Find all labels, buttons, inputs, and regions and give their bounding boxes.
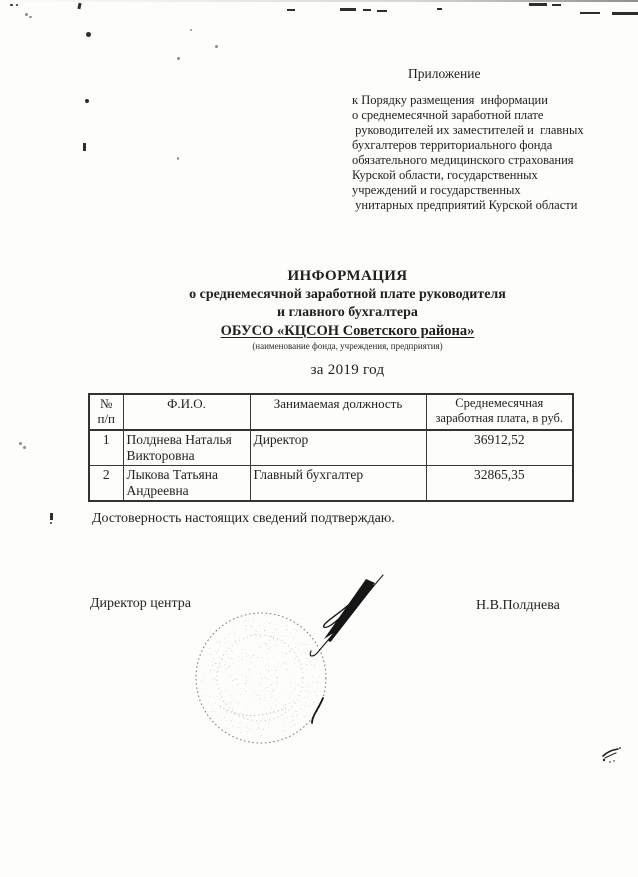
scan-artifact xyxy=(85,99,89,103)
scan-artifact xyxy=(363,9,371,11)
header-text: п/п xyxy=(97,411,116,426)
table-row xyxy=(89,466,573,502)
appendix-line: бухгалтеров территориального фонда xyxy=(352,138,553,152)
scan-artifact xyxy=(77,3,81,9)
scan-artifact xyxy=(19,442,22,445)
appendix-line: унитарных предприятий Курской области xyxy=(352,198,578,212)
appendix-line: учреждений и государственных xyxy=(352,183,521,197)
confirmation-text: Достоверность настоящих сведений подтверждаю. xyxy=(92,511,395,526)
header-text: № xyxy=(100,396,113,411)
cell-name: Полднева Наталья Викторовна xyxy=(123,430,250,466)
document-subtitle: и главного бухгалтера xyxy=(277,305,418,320)
cell-num: 1 xyxy=(89,430,123,466)
document-subtitle: о среднемесячной заработной плате руководителя xyxy=(189,287,506,302)
org-name-text: ОБУСО «КЦСОН Советского района» xyxy=(220,323,475,339)
appendix-line: обязательного медицинского страхования xyxy=(352,153,574,167)
ink-blot xyxy=(598,744,626,770)
scan-artifact xyxy=(287,9,295,11)
scan-artifact xyxy=(29,16,32,18)
scan-artifact xyxy=(23,446,26,449)
document-title-block xyxy=(95,268,600,379)
cell-salary: 32865,35 xyxy=(426,466,573,502)
cell-num: 2 xyxy=(89,466,123,502)
appendix-label: Приложение xyxy=(408,66,481,81)
cell-name: Лыкова Татьяна Андреевна xyxy=(123,466,250,502)
column-header-salary xyxy=(426,394,573,430)
salary-table xyxy=(88,393,574,502)
scan-artifact xyxy=(437,8,442,10)
table-header-row xyxy=(89,394,573,430)
org-caption: (наименование фонда, учреждения, предприятия) xyxy=(252,341,443,351)
scan-artifact xyxy=(177,157,179,160)
document-title: ИНФОРМАЦИЯ xyxy=(287,268,408,284)
signer-title: Директор центра xyxy=(90,596,192,611)
scan-artifact xyxy=(83,143,86,151)
scan-artifact xyxy=(25,13,28,16)
cell-position: Главный бухгалтер xyxy=(250,466,426,502)
header-text: Занимаемая должность xyxy=(273,396,403,411)
header-text: Ф.И.О. xyxy=(167,396,206,411)
scan-artifact xyxy=(50,513,53,520)
appendix-paragraph xyxy=(352,93,592,213)
scan-artifact xyxy=(0,0,638,2)
signature xyxy=(295,558,395,730)
scan-artifact xyxy=(377,10,387,12)
scan-artifact xyxy=(529,3,547,6)
scan-artifact xyxy=(580,12,600,14)
appendix-line: к Порядку размещения информации xyxy=(352,93,548,107)
scan-artifact xyxy=(340,8,356,11)
org-name xyxy=(95,323,600,340)
scan-artifact xyxy=(552,4,561,6)
appendix-line: руководителей их заместителей и главных xyxy=(352,123,584,137)
scan-artifact xyxy=(16,4,18,6)
header-text: Среднемесячная xyxy=(455,396,544,410)
scan-artifact xyxy=(612,12,638,15)
signer-name: Н.В.Полднева xyxy=(476,598,560,613)
scan-artifact xyxy=(177,57,180,60)
report-period: за 2019 год xyxy=(310,362,385,378)
scan-artifact xyxy=(50,522,52,524)
table-row xyxy=(89,430,573,466)
column-header-position xyxy=(250,394,426,430)
cell-salary: 36912,52 xyxy=(426,430,573,466)
cell-position: Директор xyxy=(250,430,426,466)
scan-artifact xyxy=(190,29,192,31)
column-header-name xyxy=(123,394,250,430)
header-text: заработная плата, в руб. xyxy=(435,411,564,425)
column-header-num xyxy=(89,394,123,430)
appendix-line: Курской области, государственных xyxy=(352,168,538,182)
scan-artifact xyxy=(215,45,218,48)
scan-artifact xyxy=(10,4,13,6)
scan-artifact xyxy=(86,32,91,37)
appendix-line: о среднемесячной заработной плате xyxy=(352,108,544,122)
